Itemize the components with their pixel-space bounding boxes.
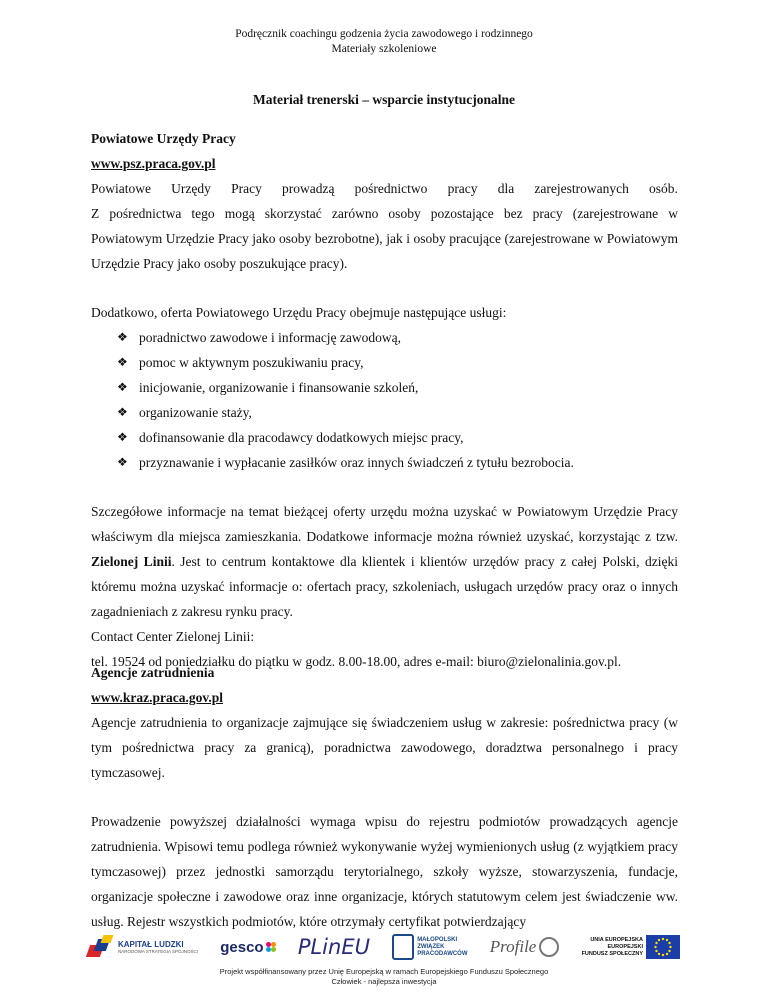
word: pracy — [447, 181, 478, 196]
header-line-2: Materiały szkoleniowe — [331, 43, 437, 55]
diamond-bullet-icon: ❖ — [117, 455, 128, 469]
list-item-text: przyznawanie i wypłacanie zasiłków oraz innych świadczeń z tytułu bezrobocia. — [139, 455, 574, 470]
list-item — [117, 325, 678, 350]
logo-profile: Profile — [490, 937, 560, 957]
header-line-1: Podręcznik coachingu godzenia życia zawodowego i rodzinnego — [235, 28, 533, 40]
zielona-linia-bold: Zielonej Linii — [91, 554, 172, 569]
profile-ring-icon — [539, 937, 559, 957]
gesco-dots-icon — [266, 942, 276, 952]
diamond-bullet-icon: ❖ — [117, 355, 128, 369]
word: osób. — [649, 181, 678, 196]
services-list — [91, 325, 678, 475]
paragraph-3: Szczegółowe informacje na temat bieżącej oferty urzędu można uzyskać w Powiatowym Urzędzie Pracy właściwym dla miejsca zamieszkania. Dodatkowe informacje można również uzyskać, korzystając z tzw. Zielonej Linii. Jest to centrum kontaktowe dla klientek i klientów urzędów pracy z całej Polski, dzięki któremu można uzyskać informacje o: ofertach pracy, szkoleniach, usługach urzędów pracy oraz o innych zagadnieniach z zakresu rynku pracy. — [91, 504, 678, 619]
paragraph-1 — [91, 176, 678, 276]
logo-gesco: gesco — [220, 939, 275, 956]
word: Pracy — [231, 181, 262, 196]
footer-text — [0, 967, 768, 987]
logo-plineu: PLinEU — [297, 935, 370, 959]
list-item-text: dofinansowanie dla pracodawcy dodatkowych miejsc pracy, — [139, 430, 464, 445]
diamond-bullet-icon: ❖ — [117, 330, 128, 344]
paragraph-1-rest: Z pośrednictwa tego mogą skorzystać zarówno osoby pozostające bez pracy (zarejestrowane w Powiatowym Urzędzie Pracy jako osoby bezrobotne), jak i osoby pracujące (zarejestrowane w Powiatowym Urzędzie Pracy jako osoby poszukujące pracy). — [91, 206, 678, 271]
list-item — [117, 350, 678, 375]
paragraph-1: Agencje zatrudnienia to organizacje zajmujące się świadczeniem usług w zakresie: pośrednictwa pracy (w tym pośrednictwa pracy za granicą), poradnictwa zawodowego, doradztwa personalnego i pracy tymczasowej. — [91, 715, 678, 780]
kapital-ludzki-icon — [88, 935, 114, 959]
logo-unia-europejska: UNIA EUROPEJSKA EUROPEJSKI FUNDUSZ SPOŁECZNY — [582, 935, 680, 959]
diamond-bullet-icon: ❖ — [117, 405, 128, 419]
list-item — [117, 425, 678, 450]
section-link[interactable]: www.kraz.praca.gov.pl — [91, 690, 224, 705]
word: pośrednictwo — [354, 181, 428, 196]
list-item — [117, 450, 678, 475]
word: zarejestrowanych — [534, 181, 629, 196]
section-link[interactable]: www.psz.praca.gov.pl — [91, 156, 216, 171]
logo-malopolski-zwiazek-pracodawcow: MAŁOPOLSKI ZWIĄZEK PRACODAWCÓW — [392, 934, 467, 960]
footer-logos — [88, 930, 680, 964]
word: Powiatowe — [91, 181, 151, 196]
diamond-bullet-icon: ❖ — [117, 430, 128, 444]
section-heading: Powiatowe Urzędy Pracy — [91, 131, 236, 146]
document-title: Materiał trenerski – wsparcie instytucjonalne — [253, 92, 515, 107]
word: Urzędy — [171, 181, 211, 196]
list-item-text: poradnictwo zawodowe i informację zawodową, — [139, 330, 402, 345]
paragraph-2: Prowadzenie powyższej działalności wymaga wpisu do rejestru podmiotów prowadzących agencje zatrudnienia. Wpisowi temu podlega również wykonywanie wyżej wymienionych usług (z wyjątkiem pracy tymczasowej) przez jednostki samorządu terytorialnego, szkoły wyższe, stowarzyszenia, fundacje, organizacje społeczne i zawodowe oraz inne organizacje, których statutowym celem jest świadczenie ww. usług. Rejestr wszystkich podmiotów, które otrzymały certyfikat potwierdzający — [91, 814, 678, 929]
word: prowadzą — [282, 181, 335, 196]
list-item-text: inicjowanie, organizowanie i finansowanie szkoleń, — [139, 380, 419, 395]
eu-flag-icon — [646, 935, 680, 959]
page-header — [0, 27, 768, 57]
list-item — [117, 375, 678, 400]
section-heading: Agencje zatrudnienia — [91, 665, 215, 680]
section-agencje-zatrudnienia — [91, 660, 678, 934]
footer-line-2: Człowiek - najlepsza inwestycja — [331, 977, 437, 986]
section-powiatowe-urzedy-pracy — [91, 126, 678, 674]
list-item-text: pomoc w aktywnym poszukiwaniu pracy, — [139, 355, 364, 370]
paragraph-2: Dodatkowo, oferta Powiatowego Urzędu Pracy obejmuje następujące usługi: — [91, 305, 507, 320]
contact-label: Contact Center Zielonej Linii: — [91, 629, 255, 644]
justified-first-line — [91, 176, 678, 201]
diamond-bullet-icon: ❖ — [117, 380, 128, 394]
word: dla — [497, 181, 515, 196]
footer-line-1: Projekt współfinansowany przez Unię Europejską w ramach Europejskiego Funduszu Społecznego — [219, 967, 549, 976]
logo-kapital-ludzki: KAPITAŁ LUDZKI NARODOWA STRATEGIA SPÓJNOŚCI — [88, 935, 198, 959]
list-item — [117, 400, 678, 425]
contact-details: tel. 19524 od poniedziałku do piątku w godz. 8.00-18.00, adres e-mail: biuro@zielonalinia.gov.pl. — [91, 654, 622, 669]
list-item-text: organizowanie staży, — [139, 405, 252, 420]
mzp-icon — [392, 934, 414, 960]
